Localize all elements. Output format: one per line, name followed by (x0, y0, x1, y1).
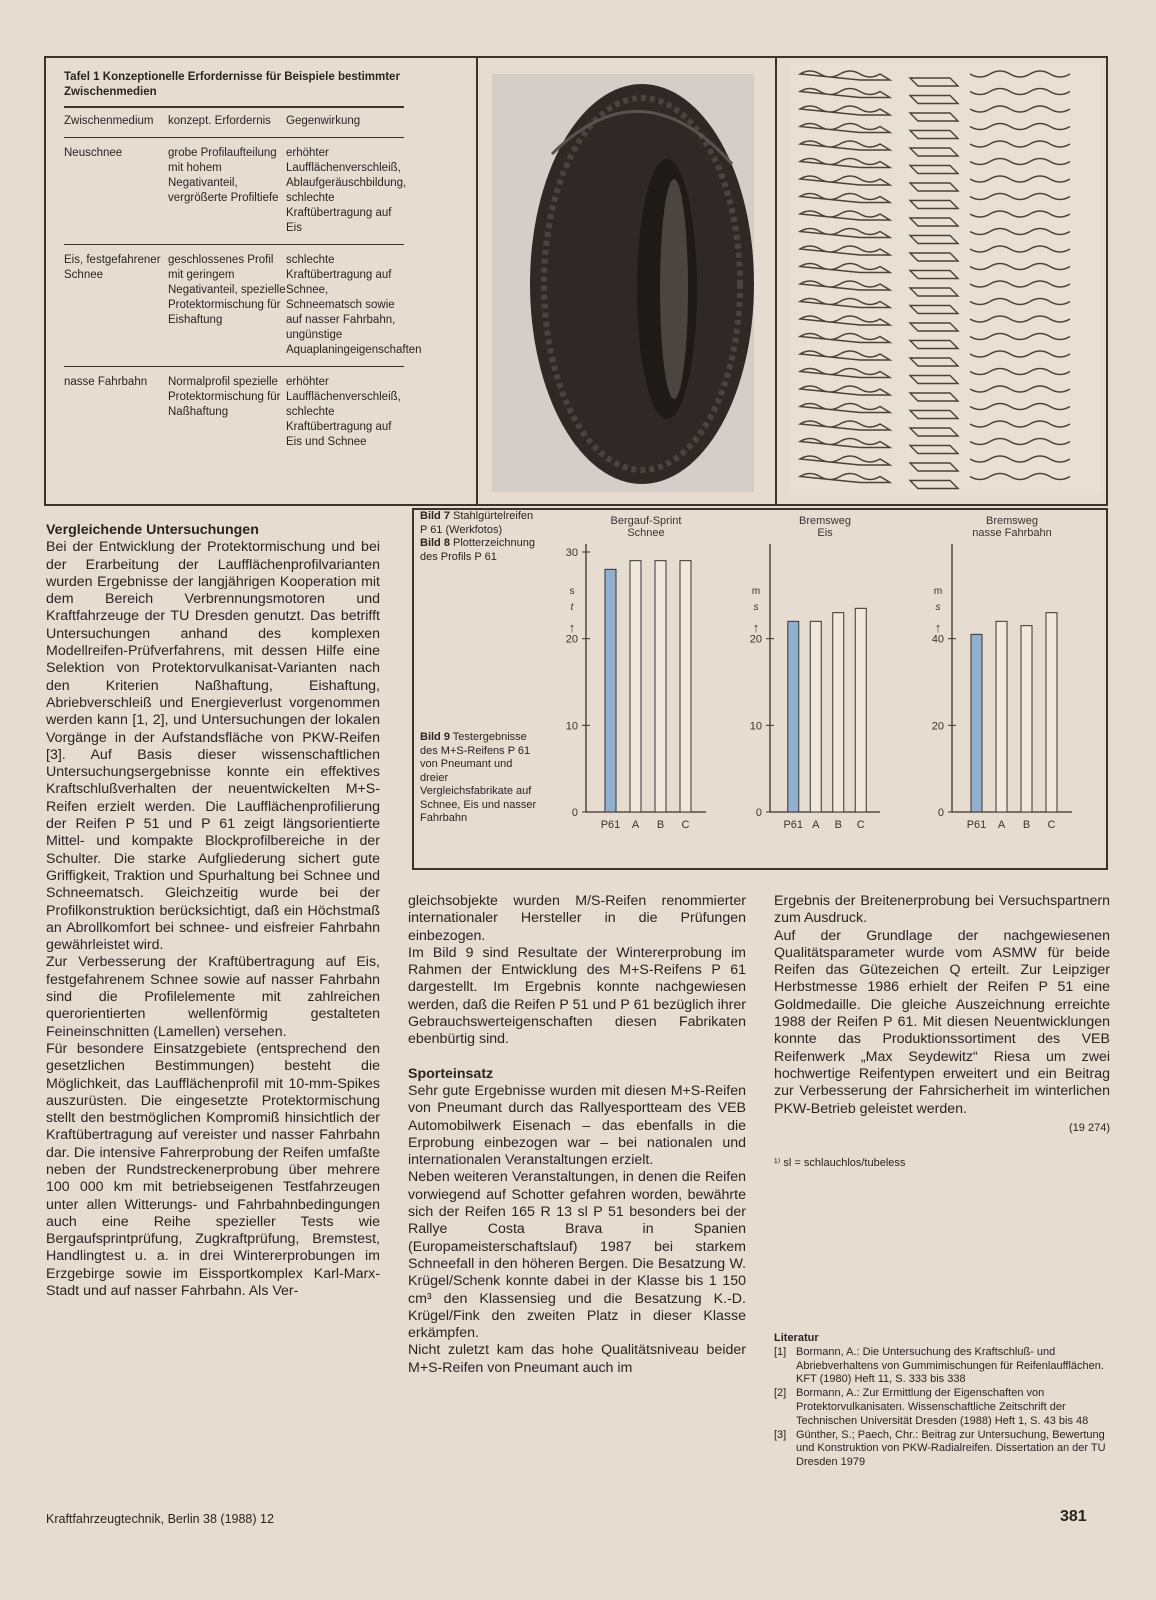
references-heading: Literatur (774, 1332, 819, 1344)
tire-photo (492, 74, 754, 492)
caption-bild-8: Bild 8 Plotterzeichnung des Profils P 61 (420, 537, 535, 563)
table-cell: Eis, festgefahrener Schnee (64, 254, 161, 281)
bar (833, 613, 844, 812)
bar (1046, 613, 1057, 812)
bar (1021, 626, 1032, 812)
bar-charts (550, 512, 1106, 862)
paragraph: Nicht zuletzt kam das hohe Qualitätsniveau beider M+S-Reifen von Pneumant auch im (408, 1342, 746, 1376)
caption-bild-9: Bild 9 Testergebnisse des M+S-Reifens P 61 von Pneumant und dreier Vergleichsfabrikate auf Schnee, Eis und nasser Fahrbahn (420, 731, 537, 824)
table-cell: Normalprofil spezielle Protektormischung für Naßhaftung (168, 376, 281, 418)
x-tick-label: B (834, 819, 842, 831)
x-tick-label: A (997, 819, 1006, 831)
section-heading: Vergleichende Untersuchungen (46, 522, 259, 538)
y-tick-label: 30 (565, 547, 578, 559)
chart-title: Schnee (627, 527, 665, 539)
table-cell: grobe Profilaufteilung mit hohem Negativanteil, vergrößerte Profiltiefe (168, 147, 279, 204)
paragraph: Im Bild 9 sind Resultate der Wintererprobung im Rahmen der Entwicklung des M+S-Reifens P 61 dargestellt. Im Ergebnis konnte nachgewiesen werden, daß die Reifen P 51 und P 61 bezüglich ihrer Gebrauchswerteigenschaften diesen Fabrikaten ebenbürtig sind. (408, 944, 746, 1048)
bar (996, 621, 1007, 812)
x-tick-label: C (681, 819, 690, 831)
journal-footer: Kraftfahrzeugtechnik, Berlin 38 (1988) 12 (46, 1512, 274, 1526)
y-tick-label: 0 (937, 807, 944, 819)
footnote: ¹⁾ sl = schlauchlos/tubeless (774, 1157, 906, 1170)
x-tick-label: P61 (783, 819, 804, 831)
bar (680, 561, 691, 812)
table-cell: erhöhter Laufflächenverschleiß, Ablaufgeräuschbildung, schlechte Kraftübertragung auf Eis (286, 147, 407, 234)
paragraph: Bei der Entwicklung der Protektormischung und bei der Erarbeitung der Laufflächenprofilvarianten wurden Ergebnisse der langjährigen Kooperation mit dem Bereich Verbrennungsmotoren und Kraftfahrzeuge der TU Dresden genutzt. Das betrifft Untersuchungen anhand des komplexen Modellreifen-Prüfverfahrens, mit dessen Hilfe eine Selektion von Protektorvulkanisat-Varianten nach den Kriterien Naßhaftung, Eishaftung, Abriebverschleiß und Energieverlust vorgenommen werden kann [1, 2], und Untersuchungen der lokalen Vorgänge in der Aufstandsfläche von PKW-Reifen [3]. Auf Basis dieser wissenschaftlichen Untersuchungsergebnisse konnte ein effektives Kraftschlußverhalten der neuentwickelten M+S-Reifen erzielt werden. Die Laufflächenprofilierung der Reifen P 51 und P 61 zeigt längsorientierte Mittel- und kompakte Blockprofilbereiche in der Schulter. Die starke Aufgliederung sichert gute Griffigkeit, Traktion und Spurhaltung bei Schnee und Schneematsch. Gleichzeitig wurde bei der Profilkonstruktion berücksichtigt, daß ein Höchstmaß an Abrollkomfort bei schnee- und eisfreier Fahrbahn gewährleistet wird. (46, 539, 380, 954)
table-row (64, 375, 404, 450)
y-tick-label: 20 (565, 633, 578, 646)
text-column-3 (774, 893, 1110, 1172)
reference-item: [2] Bormann, A.: Zur Ermittlung der Eigenschaften von Protektorvulkanisaten. Wissenschaftliche Zeitschrift der Technischen Universität Dresden (1988) Heft 1, S. 43 bis 48 (774, 1387, 1089, 1427)
x-tick-label: B (1022, 819, 1031, 831)
table-row (64, 253, 422, 358)
caption-bild-7-8 (420, 510, 540, 564)
bar (655, 561, 666, 812)
table-header-cell: Gegenwirkung (286, 115, 361, 127)
bar (605, 569, 616, 812)
paragraph: Auf der Grundlage der nachgewiesenen Qualitätsparameter wurde vom ASMW für beide Reifen das Gütezeichen Q erteilt. Zur Leipziger Herbstmesse 1986 erhielt der Reifen P 51 eine Goldmedaille. Die gleiche Auszeichnung erreichte 1988 der Reifen P 61. Mit diesen Neuentwicklungen konnte das Produktionssortiment des VEB Reifenwerk „Max Seydewitz“ Riesa um zwei hochwertige Reifentypen erweitert und ein Beitrag zur Verbesserung der Fahrsicherheit im winterlichen PKW-Betrieb geleistet werden. (774, 927, 1110, 1117)
y-axis-label: s (935, 602, 941, 613)
y-axis-label: s (753, 602, 759, 613)
y-unit: m (933, 586, 943, 597)
tread-pattern-plot (790, 64, 1100, 494)
y-tick-label: 40 (931, 633, 944, 646)
table-cell: nasse Fahrbahn (64, 376, 148, 388)
y-arrow: ↑ (568, 620, 576, 635)
x-tick-label: A (812, 819, 820, 831)
bar (630, 561, 641, 812)
table-row (64, 146, 407, 236)
y-arrow: ↑ (934, 620, 942, 635)
text-column-2 (408, 893, 746, 1377)
x-tick-label: C (1047, 819, 1056, 831)
paragraph: Sehr gute Ergebnisse wurden mit diesen M+S-Reifen von Pneumant durch das Rallyesportteam des VEB Automobilwerk Eisenach – das ebenfalls in die Erprobung einbezogen war – bei nationalen und internationalen Veranstaltungen erzielt. (408, 1082, 746, 1169)
bar (971, 634, 982, 812)
y-arrow: ↑ (752, 620, 760, 635)
y-tick-label: 10 (565, 720, 578, 733)
chart-title: Bremsweg (799, 515, 851, 527)
article-reference: (19 274) (1069, 1121, 1110, 1134)
chart-title: Eis (817, 527, 833, 539)
x-tick-label: P61 (600, 819, 621, 831)
paragraph: Ergebnis der Breitenerprobung bei Versuchspartnern zum Ausdruck. (774, 893, 1110, 927)
y-tick-label: 20 (931, 720, 944, 733)
y-tick-label: 20 (749, 633, 762, 646)
table-tafel-1 (64, 70, 422, 450)
table-caption: Tafel 1 Konzeptionelle Erfordernisse für Beispiele bestimmter Zwischenmedien (64, 71, 400, 98)
table-cell: Neuschnee (64, 147, 123, 159)
references (774, 1332, 1110, 1470)
chart-title: nasse Fahrbahn (972, 527, 1052, 539)
y-unit: m (751, 586, 761, 597)
bar (855, 608, 866, 812)
x-tick-label: B (656, 819, 665, 831)
table-header-cell: konzept. Erfordernis (168, 115, 271, 127)
table-cell: erhöhter Laufflächenverschleiß, schlechte Kraftübertragung auf Eis und Schnee (286, 376, 401, 448)
chart-title: Bergauf-Sprint (610, 515, 682, 527)
y-unit: s (569, 586, 575, 597)
frame-divider (476, 58, 478, 504)
x-tick-label: C (856, 819, 865, 831)
paragraph: Zur Verbesserung der Kraftübertragung auf Eis, festgefahrenem Schnee sowie auf nasser Fahrbahn sind die Profilelemente mit zahlreichen querorientierten wellenförmig gestalteten Feineinschnitten (Lamellen) versehen. (46, 954, 380, 1040)
y-tick-label: 10 (749, 720, 762, 733)
x-tick-label: A (631, 819, 640, 831)
table-header-cell: Zwischenmedium (64, 115, 154, 127)
bar (788, 621, 799, 812)
y-tick-label: 0 (755, 807, 762, 819)
table-cell: geschlossenes Profil mit geringem Negativanteil, spezielle Protektormischung für Eishaftung (168, 254, 286, 326)
y-axis-label: t (570, 602, 574, 613)
bar (810, 621, 821, 812)
y-tick-label: 0 (571, 807, 578, 819)
reference-item: [1] Bormann, A.: Die Untersuchung des Kraftschluß- und Abriebverhaltens von Gummimischungen für Reifenlaufflächen. KFT (1980) Heft 11, S. 333 bis 338 (774, 1345, 1104, 1386)
x-tick-label: P61 (966, 819, 987, 831)
caption-bild-7: Bild 7 Stahlgürtelreifen P 61 (Werkfotos) (420, 510, 534, 536)
paragraph: gleichsobjekte wurden M/S-Reifen renommierter internationaler Hersteller in die Prüfungen einbezogen. (408, 893, 746, 944)
reference-item: [3] Günther, S.; Paech, Chr.: Beitrag zur Untersuchung, Bewertung und Konstruktion von PKW-Radialreifen. Dissertation an der TU Dresden 1979 (774, 1428, 1106, 1469)
table-header-row (64, 114, 404, 129)
paragraph: Für besondere Einsatzgebiete (entsprechend den gesetzlichen Bestimmungen) besteht die Möglichkeit, das Laufflächenprofil mit 10-mm-Spikes auszurüsten. Die eingesetzte Protektormischung stellt den bestmöglichen Kompromiß hinsichtlich der Kraftübertragung auf vereister und nasser Fahrbahn dar. Die intensive Fahrerprobung der Reifen umfaßte neben der Rundstreckenerprobung über mehrere 100 000 km mit betriebseigenen Testfahrzeugen unter allen Witterungs- und Fahrbahnbedingungen auch eine Reihe spezieller Tests wie Bergaufsprintprüfung, Zugkraftprüfung, Bremstest, Handlingtest u. a. in drei Wintererprobungen im Erzgebirge sowie im Eissportkomplex Karl-Marx-Stadt und auf nasser Fahrbahn. Als Ver- (46, 1040, 380, 1300)
text-column-1 (46, 522, 380, 1300)
frame-divider (775, 58, 777, 504)
page-number: 381 (1060, 1508, 1087, 1525)
paragraph: Neben weiteren Veranstaltungen, in denen die Reifen vorwiegend auf Schotter gefahren worden, bewährte sich der Reifen 165 R 13 sl P 51 besonders bei der Rallye Costa Brava in Spanien (Europameisterschaftslauf) 1987 bei starkem Schneefall in den höheren Bergen. Die Besatzung W. Krügel/Schenk konnte dabei in der Klasse bis 1 150 cm³ den Klassensieg und die Besatzung K.-D. Krügel/Fink den zweiten Platz in dieser Klasse erkämpfen. (408, 1169, 746, 1342)
chart-title: Bremsweg (986, 515, 1038, 527)
section-heading: Sporteinsatz (408, 1065, 494, 1082)
table-cell: schlechte Kraftübertragung auf Schnee, Schneematsch sowie auf nasser Fahrbahn, ungünstige Aquaplaningeigenschaften (286, 254, 422, 356)
